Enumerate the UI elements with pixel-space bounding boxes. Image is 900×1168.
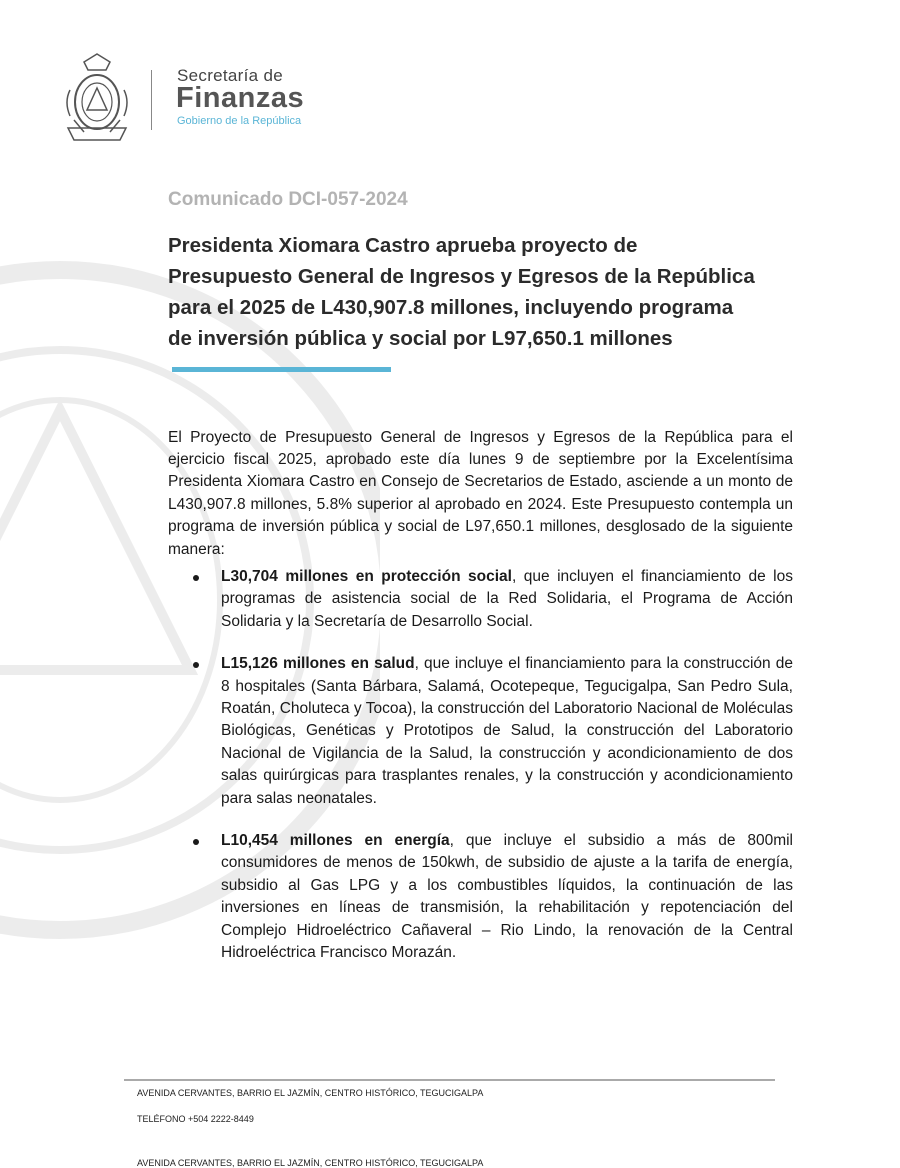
list-item (188, 566, 793, 633)
footer-phone: TELÉFONO +504 2222-8449 (137, 1114, 254, 1124)
org-name-line2: Finanzas (176, 82, 305, 114)
bullet-icon (193, 839, 199, 845)
headline-line: Presupuesto General de Ingresos y Egresos de la República (168, 265, 755, 288)
footer-address-repeat: AVENIDA CERVANTES, BARRIO EL JAZMÍN, CENTRO HISTÓRICO, TEGUCIGALPA (137, 1158, 484, 1168)
bullet-icon (193, 662, 199, 668)
bullet-text: , que incluye el financiamiento para la construcción de 8 hospitales (Santa Bárbara, Salamá, Ocotepeque, Tegucigalpa, San Pedro Sula, Roatán, Choluteca y Tocoa), la construcción del Laboratorio Nacional de Moléculas Biológicas, Genéticas y Prototipos de Salud, la construcción del Laboratorio Nacional de Vigilancia de la Salud, la construcción y acondicionamiento de dos salas quirúrgicas para trasplantes renales, y la construcción y acondicionamiento para salas neonatales. (221, 655, 793, 807)
headline-line: de inversión pública y social por L97,650.1 millones (168, 327, 673, 350)
comunicado-number: Comunicado DCI-057-2024 (168, 189, 408, 210)
bullet-text: , que incluye el subsidio a más de 800mil consumidores de menos de 150kwh, de subsidio de ajuste a la tarifa de energía, subsidio al Gas LPG y a los combustibles líquidos, la continuación de las inversiones en líneas de transmisión, la rehabilitación y repotenciación del Complejo Hidroeléctrico Cañaveral – Rio Lindo, la renovación de la Central Hidroeléctrica Francisco Morazán. (221, 832, 793, 962)
budget-breakdown-list (188, 566, 793, 985)
org-tagline: Gobierno de la República (177, 115, 302, 127)
bullet-highlight: L15,126 millones en salud (221, 655, 415, 673)
list-item (188, 653, 793, 810)
headline-line: Presidenta Xiomara Castro aprueba proyecto de (168, 234, 638, 257)
headline (168, 230, 808, 354)
footer-address: AVENIDA CERVANTES, BARRIO EL JAZMÍN, CENTRO HISTÓRICO, TEGUCIGALPA (137, 1088, 484, 1098)
list-item (188, 830, 793, 964)
bullet-highlight: L30,704 millones en protección social (221, 568, 512, 585)
bullet-highlight: L10,454 millones en energía (221, 832, 450, 850)
accent-bar (172, 367, 391, 372)
footer-divider (124, 1079, 775, 1081)
intro-paragraph: El Proyecto de Presupuesto General de Ingresos y Egresos de la República para el ejercicio fiscal 2025, aprobado este día lunes 9 de septiembre por la Excelentísima Presidenta Xiomara Castro en Consejo de Secretarios de Estado, asciende a un monto de L430,907.8 millones, 5.8% superior al aprobado en 2024. Este Presupuesto contempla un programa de inversión pública y social de L97,650.1 millones, desglosado de la siguiente manera: (168, 428, 793, 558)
header-divider (151, 70, 152, 130)
headline-line: para el 2025 de L430,907.8 millones, incluyendo programa (168, 296, 734, 319)
bullet-text: , que incluyen el financiamiento de los programas de asistencia social de la Red Solidaria, el Programa de Acción Solidaria y la Secretaría de Desarrollo Social. (221, 568, 793, 630)
org-name-line1: Secretaría de (177, 66, 283, 85)
honduras-coat-of-arms-icon (60, 50, 134, 144)
bullet-icon (193, 575, 199, 581)
